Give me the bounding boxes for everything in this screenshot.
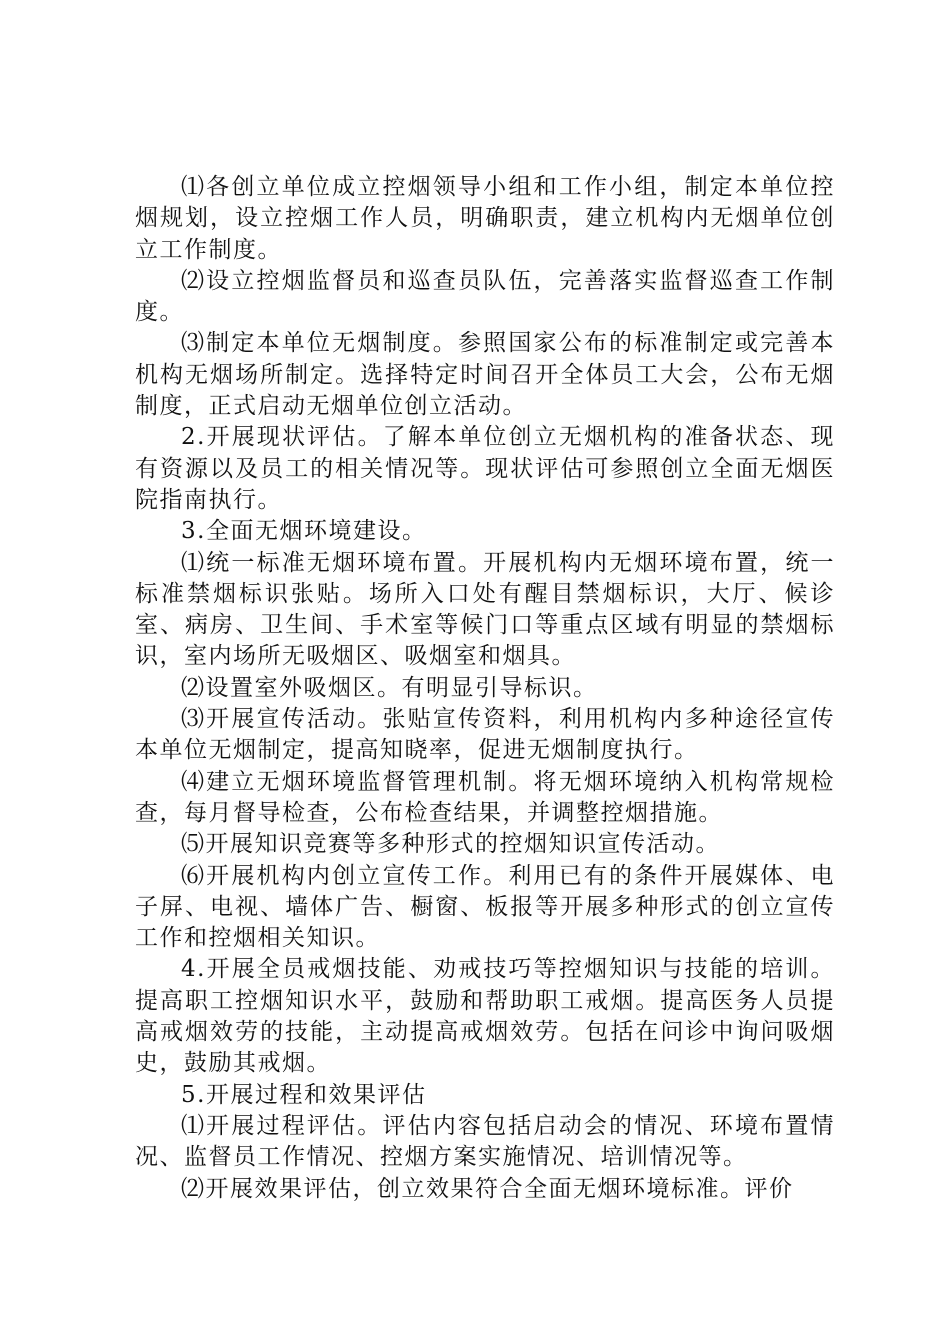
paragraph-1-1: ⑴各创立单位成立控烟领导小组和工作小组，制定本单位控烟规划，设立控烟工作人员，明确职责，建立机构内无烟单位创立工作制度。: [135, 174, 835, 263]
section-2-heading: 2.开展现状评估。了解本单位创立无烟机构的准备状态、现有资源以及员工的相关情况等。现状评估可参照创立全面无烟医院指南执行。: [135, 424, 835, 513]
paragraph-3-5: ⑸开展知识竞赛等多种形式的控烟知识宣传活动。: [181, 831, 720, 858]
section-3-heading: 3.全面无烟环境建设。: [181, 518, 427, 545]
section-4-heading: 4.开展全员戒烟技能、劝戒技巧等控烟知识与技能的培训。提高职工控烟知识水平，鼓励和帮助职工戒烟。提高医务人员提高戒烟效劳的技能，主动提高戒烟效劳。包括在问诊中询问吸烟史，鼓励其戒烟。: [135, 956, 835, 1077]
document-body: [135, 172, 835, 1205]
paragraph-1-2: ⑵设立控烟监督员和巡查员队伍，完善落实监督巡查工作制度。: [135, 267, 835, 326]
paragraph-3-3: ⑶开展宣传活动。张贴宣传资料，利用机构内多种途径宣传本单位无烟制定，提高知晓率，促进无烟制度执行。: [135, 706, 835, 764]
paragraph-3-1: ⑴统一标准无烟环境布置。开展机构内无烟环境布置，统一标准禁烟标识张贴。场所入口处有醒目禁烟标识，大厅、候诊室、病房、卫生间、手术室等候门口等重点区域有明显的禁烟标识，室内场所无吸烟区、吸烟室和烟具。: [135, 549, 835, 670]
section-5-heading: 5.开展过程和效果评估: [181, 1081, 427, 1108]
paragraph-3-4: ⑷建立无烟环境监督管理机制。将无烟环境纳入机构常规检查，每月督导检查，公布检查结果，并调整控烟措施。: [135, 768, 835, 826]
paragraph-3-6: ⑹开展机构内创立宣传工作。利用已有的条件开展媒体、电子屏、电视、墙体广告、橱窗、板报等开展多种形式的创立宣传工作和控烟相关知识。: [135, 862, 835, 952]
paragraph-5-1: ⑴开展过程评估。评估内容包括启动会的情况、环境布置情况、监督员工作情况、控烟方案实施情况、培训情况等。: [135, 1112, 835, 1171]
paragraph-1-3: ⑶制定本单位无烟制度。参照国家公布的标准制定或完善本机构无烟场所制定。选择特定时间召开全体员工大会，公布无烟制度，正式启动无烟单位创立活动。: [135, 330, 835, 420]
paragraph-5-2: ⑵开展效果评估，创立效果符合全面无烟环境标准。评价: [181, 1175, 794, 1202]
paragraph-3-2: ⑵设置室外吸烟区。有明显引导标识。: [181, 674, 598, 701]
